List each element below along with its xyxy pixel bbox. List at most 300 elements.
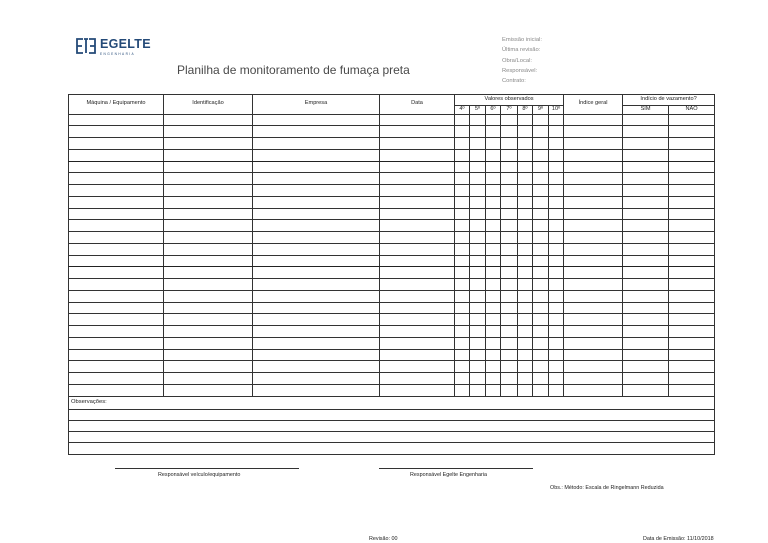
table-cell[interactable]: [669, 267, 715, 279]
table-cell[interactable]: [549, 267, 564, 279]
table-cell[interactable]: [501, 290, 518, 302]
table-cell[interactable]: [253, 373, 380, 385]
table-cell[interactable]: [380, 161, 455, 173]
table-cell[interactable]: [164, 126, 253, 138]
table-cell[interactable]: [380, 208, 455, 220]
table-cell[interactable]: [380, 302, 455, 314]
table-cell[interactable]: [623, 243, 669, 255]
table-cell[interactable]: [164, 208, 253, 220]
table-cell[interactable]: [533, 196, 549, 208]
table-cell[interactable]: [486, 161, 501, 173]
table-cell[interactable]: [470, 220, 486, 232]
table-cell[interactable]: [164, 337, 253, 349]
table-cell[interactable]: [69, 326, 164, 338]
table-cell[interactable]: [549, 279, 564, 291]
table-cell[interactable]: [455, 173, 470, 185]
table-cell[interactable]: [501, 255, 518, 267]
table-cell[interactable]: [501, 349, 518, 361]
table-cell[interactable]: [518, 149, 533, 161]
table-cell[interactable]: [564, 232, 623, 244]
table-cell[interactable]: [518, 220, 533, 232]
table-cell[interactable]: [164, 173, 253, 185]
table-cell[interactable]: [533, 173, 549, 185]
table-cell[interactable]: [501, 373, 518, 385]
table-cell[interactable]: [533, 161, 549, 173]
table-cell[interactable]: [380, 243, 455, 255]
table-cell[interactable]: [623, 232, 669, 244]
table-cell[interactable]: [623, 314, 669, 326]
table-cell[interactable]: [253, 384, 380, 396]
table-cell[interactable]: [455, 279, 470, 291]
table-cell[interactable]: [455, 302, 470, 314]
table-cell[interactable]: [533, 149, 549, 161]
table-cell[interactable]: [486, 114, 501, 126]
table-cell[interactable]: [669, 208, 715, 220]
table-cell[interactable]: [564, 349, 623, 361]
table-cell[interactable]: [623, 114, 669, 126]
table-cell[interactable]: [623, 255, 669, 267]
table-cell[interactable]: [501, 161, 518, 173]
table-cell[interactable]: [253, 208, 380, 220]
table-cell[interactable]: [455, 255, 470, 267]
observacoes-line[interactable]: [69, 443, 715, 454]
table-cell[interactable]: [164, 314, 253, 326]
table-cell[interactable]: [564, 138, 623, 150]
table-cell[interactable]: [486, 138, 501, 150]
table-cell[interactable]: [164, 361, 253, 373]
table-cell[interactable]: [380, 138, 455, 150]
table-cell[interactable]: [253, 185, 380, 197]
table-cell[interactable]: [549, 220, 564, 232]
table-cell[interactable]: [470, 161, 486, 173]
table-cell[interactable]: [549, 185, 564, 197]
table-cell[interactable]: [623, 161, 669, 173]
table-cell[interactable]: [253, 138, 380, 150]
table-cell[interactable]: [470, 173, 486, 185]
table-cell[interactable]: [533, 373, 549, 385]
table-cell[interactable]: [623, 149, 669, 161]
table-cell[interactable]: [470, 243, 486, 255]
table-cell[interactable]: [486, 196, 501, 208]
table-cell[interactable]: [69, 220, 164, 232]
table-cell[interactable]: [518, 232, 533, 244]
table-cell[interactable]: [253, 326, 380, 338]
table-cell[interactable]: [486, 349, 501, 361]
table-cell[interactable]: [669, 349, 715, 361]
table-cell[interactable]: [470, 314, 486, 326]
table-cell[interactable]: [549, 114, 564, 126]
observacoes-line[interactable]: [69, 432, 715, 443]
table-cell[interactable]: [380, 173, 455, 185]
table-cell[interactable]: [669, 220, 715, 232]
table-cell[interactable]: [455, 149, 470, 161]
table-cell[interactable]: [501, 138, 518, 150]
table-cell[interactable]: [669, 149, 715, 161]
table-cell[interactable]: [164, 255, 253, 267]
table-cell[interactable]: [69, 290, 164, 302]
table-cell[interactable]: [253, 220, 380, 232]
table-cell[interactable]: [623, 337, 669, 349]
table-cell[interactable]: [486, 126, 501, 138]
table-cell[interactable]: [518, 243, 533, 255]
table-cell[interactable]: [164, 267, 253, 279]
table-cell[interactable]: [69, 361, 164, 373]
table-cell[interactable]: [69, 314, 164, 326]
table-cell[interactable]: [470, 373, 486, 385]
table-cell[interactable]: [501, 196, 518, 208]
table-cell[interactable]: [253, 232, 380, 244]
table-cell[interactable]: [564, 267, 623, 279]
table-cell[interactable]: [564, 314, 623, 326]
table-cell[interactable]: [69, 302, 164, 314]
table-cell[interactable]: [470, 290, 486, 302]
table-cell[interactable]: [164, 196, 253, 208]
table-cell[interactable]: [455, 114, 470, 126]
table-cell[interactable]: [623, 290, 669, 302]
table-cell[interactable]: [549, 349, 564, 361]
table-cell[interactable]: [380, 326, 455, 338]
table-cell[interactable]: [455, 290, 470, 302]
table-cell[interactable]: [549, 337, 564, 349]
table-cell[interactable]: [549, 161, 564, 173]
table-cell[interactable]: [486, 267, 501, 279]
table-cell[interactable]: [486, 337, 501, 349]
table-cell[interactable]: [501, 220, 518, 232]
table-cell[interactable]: [669, 326, 715, 338]
table-cell[interactable]: [501, 326, 518, 338]
table-cell[interactable]: [486, 173, 501, 185]
table-cell[interactable]: [501, 114, 518, 126]
table-cell[interactable]: [518, 138, 533, 150]
table-cell[interactable]: [253, 173, 380, 185]
table-cell[interactable]: [486, 243, 501, 255]
table-cell[interactable]: [69, 267, 164, 279]
table-cell[interactable]: [501, 243, 518, 255]
table-cell[interactable]: [533, 185, 549, 197]
table-cell[interactable]: [533, 208, 549, 220]
table-cell[interactable]: [623, 173, 669, 185]
table-cell[interactable]: [69, 173, 164, 185]
table-cell[interactable]: [253, 361, 380, 373]
table-cell[interactable]: [623, 185, 669, 197]
table-cell[interactable]: [623, 302, 669, 314]
table-cell[interactable]: [455, 314, 470, 326]
table-cell[interactable]: [253, 279, 380, 291]
table-cell[interactable]: [549, 173, 564, 185]
table-cell[interactable]: [69, 232, 164, 244]
table-cell[interactable]: [164, 161, 253, 173]
table-cell[interactable]: [253, 349, 380, 361]
table-cell[interactable]: [69, 196, 164, 208]
table-cell[interactable]: [549, 126, 564, 138]
table-cell[interactable]: [533, 384, 549, 396]
table-cell[interactable]: [69, 255, 164, 267]
table-cell[interactable]: [533, 232, 549, 244]
table-cell[interactable]: [518, 196, 533, 208]
table-cell[interactable]: [455, 349, 470, 361]
table-cell[interactable]: [533, 220, 549, 232]
table-cell[interactable]: [470, 196, 486, 208]
table-cell[interactable]: [253, 290, 380, 302]
table-cell[interactable]: [253, 255, 380, 267]
table-cell[interactable]: [69, 279, 164, 291]
table-cell[interactable]: [669, 232, 715, 244]
table-cell[interactable]: [518, 208, 533, 220]
table-cell[interactable]: [518, 114, 533, 126]
table-cell[interactable]: [253, 243, 380, 255]
table-cell[interactable]: [455, 220, 470, 232]
table-cell[interactable]: [623, 326, 669, 338]
table-cell[interactable]: [455, 196, 470, 208]
table-cell[interactable]: [533, 290, 549, 302]
table-cell[interactable]: [69, 243, 164, 255]
table-cell[interactable]: [253, 314, 380, 326]
table-cell[interactable]: [486, 290, 501, 302]
table-cell[interactable]: [669, 243, 715, 255]
table-cell[interactable]: [455, 185, 470, 197]
table-cell[interactable]: [623, 126, 669, 138]
table-cell[interactable]: [470, 326, 486, 338]
table-cell[interactable]: [669, 196, 715, 208]
table-cell[interactable]: [549, 232, 564, 244]
table-cell[interactable]: [69, 161, 164, 173]
table-cell[interactable]: [455, 267, 470, 279]
table-cell[interactable]: [533, 361, 549, 373]
table-cell[interactable]: [253, 114, 380, 126]
table-cell[interactable]: [164, 149, 253, 161]
table-cell[interactable]: [486, 326, 501, 338]
table-cell[interactable]: [533, 349, 549, 361]
table-cell[interactable]: [669, 138, 715, 150]
table-cell[interactable]: [470, 232, 486, 244]
table-cell[interactable]: [380, 196, 455, 208]
table-cell[interactable]: [380, 267, 455, 279]
table-cell[interactable]: [164, 279, 253, 291]
table-cell[interactable]: [549, 243, 564, 255]
table-cell[interactable]: [533, 267, 549, 279]
table-cell[interactable]: [669, 161, 715, 173]
table-cell[interactable]: [518, 349, 533, 361]
table-cell[interactable]: [470, 255, 486, 267]
table-cell[interactable]: [455, 126, 470, 138]
table-cell[interactable]: [486, 255, 501, 267]
table-cell[interactable]: [470, 384, 486, 396]
table-cell[interactable]: [623, 384, 669, 396]
table-cell[interactable]: [455, 384, 470, 396]
table-cell[interactable]: [623, 220, 669, 232]
table-cell[interactable]: [470, 361, 486, 373]
table-cell[interactable]: [564, 126, 623, 138]
table-cell[interactable]: [164, 326, 253, 338]
table-cell[interactable]: [669, 314, 715, 326]
table-cell[interactable]: [164, 373, 253, 385]
table-cell[interactable]: [470, 114, 486, 126]
table-cell[interactable]: [69, 149, 164, 161]
table-cell[interactable]: [518, 161, 533, 173]
table-cell[interactable]: [486, 279, 501, 291]
table-cell[interactable]: [470, 138, 486, 150]
table-cell[interactable]: [380, 337, 455, 349]
table-cell[interactable]: [253, 196, 380, 208]
table-cell[interactable]: [69, 208, 164, 220]
table-cell[interactable]: [533, 326, 549, 338]
table-cell[interactable]: [164, 232, 253, 244]
table-cell[interactable]: [564, 185, 623, 197]
table-cell[interactable]: [253, 337, 380, 349]
table-cell[interactable]: [549, 326, 564, 338]
table-cell[interactable]: [380, 220, 455, 232]
table-cell[interactable]: [455, 243, 470, 255]
table-cell[interactable]: [564, 208, 623, 220]
table-cell[interactable]: [380, 373, 455, 385]
table-cell[interactable]: [470, 185, 486, 197]
table-cell[interactable]: [564, 326, 623, 338]
table-cell[interactable]: [669, 302, 715, 314]
table-cell[interactable]: [455, 232, 470, 244]
table-cell[interactable]: [164, 384, 253, 396]
table-cell[interactable]: [564, 196, 623, 208]
table-cell[interactable]: [564, 384, 623, 396]
table-cell[interactable]: [549, 314, 564, 326]
table-cell[interactable]: [380, 314, 455, 326]
table-cell[interactable]: [380, 185, 455, 197]
table-cell[interactable]: [549, 302, 564, 314]
table-cell[interactable]: [549, 149, 564, 161]
table-cell[interactable]: [518, 302, 533, 314]
table-cell[interactable]: [564, 149, 623, 161]
table-cell[interactable]: [669, 361, 715, 373]
table-cell[interactable]: [564, 279, 623, 291]
table-cell[interactable]: [455, 161, 470, 173]
table-cell[interactable]: [564, 290, 623, 302]
table-cell[interactable]: [623, 373, 669, 385]
table-cell[interactable]: [470, 279, 486, 291]
table-cell[interactable]: [470, 267, 486, 279]
table-cell[interactable]: [533, 279, 549, 291]
table-cell[interactable]: [455, 326, 470, 338]
table-cell[interactable]: [164, 220, 253, 232]
table-cell[interactable]: [501, 384, 518, 396]
table-cell[interactable]: [501, 314, 518, 326]
table-cell[interactable]: [501, 361, 518, 373]
table-cell[interactable]: [669, 185, 715, 197]
table-cell[interactable]: [669, 373, 715, 385]
table-cell[interactable]: [518, 185, 533, 197]
table-cell[interactable]: [501, 208, 518, 220]
table-cell[interactable]: [470, 337, 486, 349]
observacoes-line[interactable]: [69, 420, 715, 431]
table-cell[interactable]: [518, 373, 533, 385]
table-cell[interactable]: [564, 302, 623, 314]
table-cell[interactable]: [549, 361, 564, 373]
table-cell[interactable]: [669, 279, 715, 291]
table-cell[interactable]: [669, 126, 715, 138]
table-cell[interactable]: [623, 349, 669, 361]
table-cell[interactable]: [164, 349, 253, 361]
table-cell[interactable]: [518, 384, 533, 396]
table-cell[interactable]: [486, 232, 501, 244]
table-cell[interactable]: [623, 267, 669, 279]
table-cell[interactable]: [380, 149, 455, 161]
table-cell[interactable]: [501, 302, 518, 314]
table-cell[interactable]: [380, 114, 455, 126]
table-cell[interactable]: [518, 173, 533, 185]
table-cell[interactable]: [549, 290, 564, 302]
table-cell[interactable]: [549, 196, 564, 208]
table-cell[interactable]: [486, 185, 501, 197]
table-cell[interactable]: [623, 208, 669, 220]
table-cell[interactable]: [623, 196, 669, 208]
table-cell[interactable]: [669, 290, 715, 302]
table-cell[interactable]: [380, 126, 455, 138]
table-cell[interactable]: [518, 314, 533, 326]
table-cell[interactable]: [501, 149, 518, 161]
table-cell[interactable]: [533, 138, 549, 150]
table-cell[interactable]: [164, 138, 253, 150]
table-cell[interactable]: [518, 279, 533, 291]
table-cell[interactable]: [564, 337, 623, 349]
table-cell[interactable]: [501, 267, 518, 279]
table-cell[interactable]: [518, 326, 533, 338]
table-cell[interactable]: [669, 384, 715, 396]
table-cell[interactable]: [564, 114, 623, 126]
table-cell[interactable]: [164, 243, 253, 255]
table-cell[interactable]: [533, 243, 549, 255]
table-cell[interactable]: [486, 361, 501, 373]
table-cell[interactable]: [455, 208, 470, 220]
table-cell[interactable]: [564, 373, 623, 385]
table-cell[interactable]: [518, 255, 533, 267]
table-cell[interactable]: [380, 384, 455, 396]
table-cell[interactable]: [533, 126, 549, 138]
table-cell[interactable]: [564, 173, 623, 185]
table-cell[interactable]: [470, 349, 486, 361]
table-cell[interactable]: [253, 302, 380, 314]
table-cell[interactable]: [549, 384, 564, 396]
table-cell[interactable]: [455, 361, 470, 373]
table-cell[interactable]: [549, 255, 564, 267]
table-cell[interactable]: [549, 138, 564, 150]
table-cell[interactable]: [564, 243, 623, 255]
table-cell[interactable]: [470, 208, 486, 220]
table-cell[interactable]: [253, 126, 380, 138]
table-cell[interactable]: [69, 384, 164, 396]
table-cell[interactable]: [69, 373, 164, 385]
table-cell[interactable]: [533, 255, 549, 267]
table-cell[interactable]: [623, 361, 669, 373]
table-cell[interactable]: [669, 337, 715, 349]
table-cell[interactable]: [69, 337, 164, 349]
table-cell[interactable]: [486, 220, 501, 232]
table-cell[interactable]: [164, 302, 253, 314]
observacoes-line[interactable]: [69, 409, 715, 420]
table-cell[interactable]: [69, 349, 164, 361]
table-cell[interactable]: [518, 337, 533, 349]
table-cell[interactable]: [564, 161, 623, 173]
table-cell[interactable]: [549, 373, 564, 385]
table-cell[interactable]: [518, 361, 533, 373]
table-cell[interactable]: [486, 314, 501, 326]
table-cell[interactable]: [253, 161, 380, 173]
table-cell[interactable]: [669, 114, 715, 126]
table-cell[interactable]: [455, 138, 470, 150]
table-cell[interactable]: [564, 361, 623, 373]
table-cell[interactable]: [380, 349, 455, 361]
table-cell[interactable]: [486, 384, 501, 396]
table-cell[interactable]: [533, 114, 549, 126]
table-cell[interactable]: [533, 337, 549, 349]
table-cell[interactable]: [669, 255, 715, 267]
